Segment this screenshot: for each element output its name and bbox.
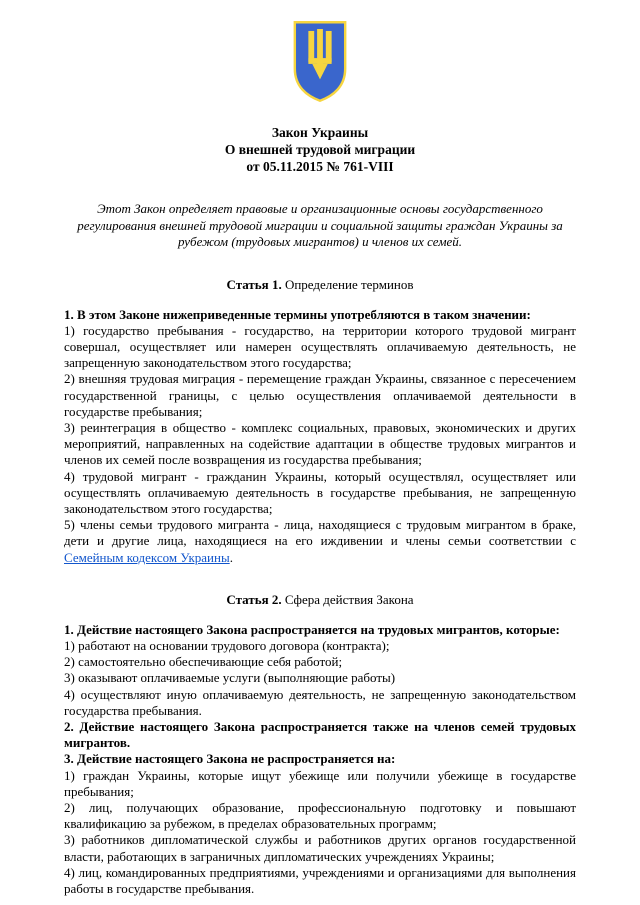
law-paragraph: 2. Действие настоящего Закона распространяется также на членов семей трудовых мигрантов.	[64, 718, 576, 751]
title-line-2: О внешней трудовой миграции	[224, 142, 416, 157]
article2-title: Сфера действия Закона	[281, 591, 414, 607]
paragraph-text: .	[229, 549, 233, 565]
law-paragraph: 1) работают на основании трудового договора (контракта);	[64, 637, 390, 653]
preamble: Этот Закон определяет правовые и организационные основы государственного регулирования внешней трудовой миграции и социальной защиты граждан Украины за рубежом (трудовых мигрантов) и членов их семей.	[77, 201, 563, 249]
law-paragraph: 1. Действие настоящего Закона распространяется на трудовых мигрантов, которые:	[64, 621, 560, 637]
title-line-3: от 05.11.2015 № 761-VIII	[246, 159, 394, 174]
law-paragraph-with-link	[64, 517, 576, 566]
law-paragraph: 3) оказывают оплачиваемые услуги (выполняющие работы)	[64, 670, 396, 686]
paragraph-text: 5) члены семьи трудового мигранта - лица, находящиеся с трудовым мигрантом в браке, дети и другие лица, находящиеся на его иждивении и члены семьи соответствии с	[64, 517, 576, 549]
article1-title: Определение терминов	[281, 276, 414, 292]
family-code-link[interactable]: Семейным кодексом Украины	[64, 549, 230, 565]
coat-of-arms	[0, 0, 640, 104]
law-paragraph: 4) лиц, командированных предприятиями, учреждениями и организациями для выполнения работы в государстве пребывания.	[64, 864, 576, 896]
law-paragraph: 4) осуществляют иную оплачиваемую деятельность, не запрещенную законодательством государства пребывания.	[64, 686, 576, 718]
article1-number: Статья 1.	[226, 276, 282, 292]
law-paragraph: 3) работников дипломатической службы и работников других органов государственной власти, работающих в заграничных дипломатических учреждениях Украины;	[64, 832, 576, 864]
law-paragraph: 1) граждан Украины, которые ищут убежище или получили убежище в государстве пребывания;	[64, 767, 576, 799]
document-body	[64, 277, 576, 898]
article1-intro: 1. В этом Законе нижеприведенные термины употребляются в таком значении:	[64, 306, 531, 322]
article2-heading	[64, 592, 576, 608]
law-paragraph: 2) самостоятельно обеспечивающие себя работой;	[64, 654, 343, 670]
document-title	[0, 124, 640, 175]
law-paragraph: 2) внешняя трудовая миграция - перемещение граждан Украины, связанное с пересечением государственной границы, с целью осуществления оплачиваемой деятельности в государстве пребывания;	[64, 371, 576, 419]
law-paragraph: 3. Действие настоящего Закона не распространяется на:	[64, 751, 396, 767]
ukraine-trident-icon	[289, 18, 351, 104]
law-paragraph: 2) лиц, получающих образование, профессиональную подготовку и повышают квалификацию за рубежом, в пределах образовательных программ;	[64, 799, 576, 832]
title-line-1: Закон Украины	[271, 125, 369, 140]
law-paragraph: 4) трудовой мигрант - гражданин Украины, который осуществлял, осуществляет или осуществлять оплачиваемую деятельность в государстве пребывания, не запрещенную законодательством этого государства;	[64, 468, 576, 516]
article1-heading	[64, 277, 576, 293]
law-paragraph: 3) реинтеграция в общество - комплекс социальных, правовых, экономических и других мероприятий, направленных на содействие адаптации в обществе трудовых мигрантов и членов их семей после возвращения из государства пребывания;	[64, 419, 576, 468]
article2-number: Статья 2.	[226, 591, 282, 607]
law-paragraph: 1) государство пребывания - государство, на территории которого трудовой мигрант совершал, осуществляет или намерен осуществлять оплачиваемую деятельность, не запрещенную законодательством этого государства;	[64, 322, 576, 371]
